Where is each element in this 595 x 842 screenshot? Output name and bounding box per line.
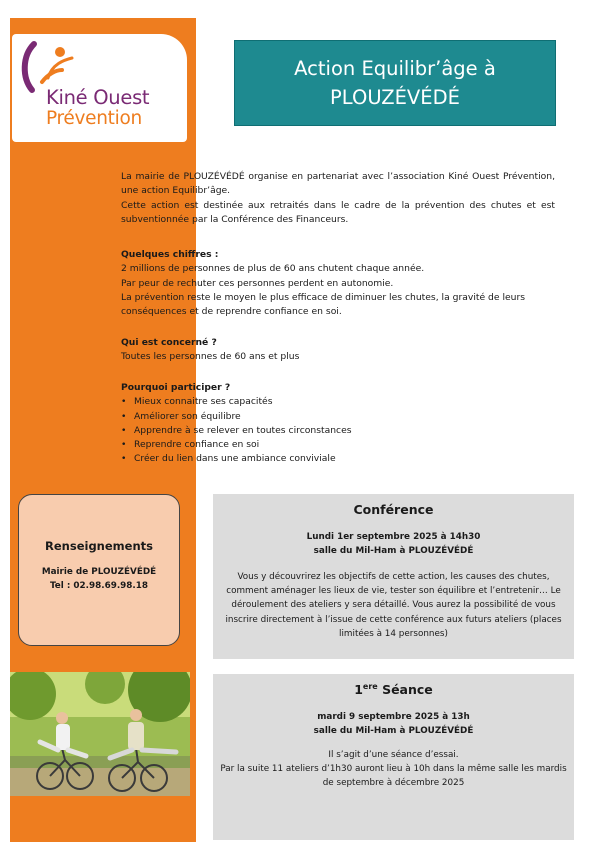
renseignements-mairie: Mairie de PLOUZÉVÉDÉ [41, 567, 157, 577]
concerne-section [121, 336, 555, 365]
conference-box [213, 494, 574, 659]
title-line-2: PLOUZÉVÉDÉ [330, 86, 460, 109]
logo-line-kine-ouest: Kiné Ouest [46, 86, 150, 109]
intro-paragraph-1: La mairie de PLOUZÉVÉDÉ organise en partenariat avec l’association Kiné Ouest Prévention, une action Equilibr’âge. [121, 171, 555, 197]
pourquoi-section [121, 381, 555, 467]
conference-when-where [213, 530, 574, 558]
first-session-line-1: Il s’agit d’une séance d’essai. [328, 750, 459, 760]
conference-place: salle du Mil-Ham à PLOUZÉVÉDÉ [313, 546, 474, 556]
conference-date: Lundi 1er septembre 2025 à 14h30 [306, 532, 481, 542]
first-session-box [213, 674, 574, 840]
session-number-suffix: ere [362, 682, 378, 691]
kine-ouest-prevention-logo [12, 34, 187, 142]
renseignements-box [18, 494, 180, 646]
list-item: • Apprendre à se relever en toutes circonstances [121, 424, 555, 438]
list-item: • Reprendre confiance en soi [121, 438, 555, 452]
conference-heading: Conférence [353, 502, 434, 517]
intro-section [121, 170, 555, 227]
chiffres-line: Par peur de rechuter ces personnes perdent en autonomie. [121, 277, 394, 289]
list-item: • Créer du lien dans une ambiance conviviale [121, 452, 555, 466]
first-session-description [219, 748, 568, 791]
page-title [234, 40, 556, 126]
conference-description: Vous y découvrirez les objectifs de cette action, les causes des chutes, comment aménager les lieux de vie, tester son équilibre et l’entretenir… Le déroulement des ateliers y sera détaillé. Vous aurez la possibilité de vous inscrire directement à l’issue de cette conférence aux futurs ateliers (places limitées à 14 personnes) [225, 572, 562, 639]
first-session-line-2: Par la suite 11 ateliers d’1h30 auront lieu à 10h dans la même salle les mardis de septembre à décembre 2025 [220, 764, 567, 789]
chiffres-line: La prévention reste le moyen le plus efficace de diminuer les chutes, la gravité de leurs conséquences et de reprendre confiance en soi. [121, 291, 526, 318]
seniors-cycling-photo [10, 672, 190, 796]
session-number: 1 [354, 682, 363, 697]
first-session-place: salle du Mil-Ham à PLOUZÉVÉDÉ [313, 726, 474, 736]
first-session-heading [213, 682, 574, 697]
chiffres-heading: Quelques chiffres : [121, 249, 219, 260]
first-session-date: mardi 9 septembre 2025 à 13h [317, 712, 470, 722]
concerne-text: Toutes les personnes de 60 ans et plus [121, 351, 300, 363]
pourquoi-heading: Pourquoi participer ? [121, 382, 231, 393]
title-line-1: Action Equilibr’âge à [294, 57, 496, 80]
logo-line-prevention: Prévention [46, 108, 142, 129]
chiffres-line: 2 millions de personnes de plus de 60 ans chutent chaque année. [121, 263, 425, 275]
intro-paragraph-2: Cette action est destinée aux retraités dans le cadre de la prévention des chutes et est subventionnée par la Conférence des Financeurs. [121, 199, 555, 225]
renseignements-heading: Renseignements [45, 539, 153, 553]
list-item: • Mieux connaitre ses capacités [121, 395, 555, 409]
first-session-when-where [213, 710, 574, 738]
pourquoi-list [121, 395, 555, 466]
concerne-heading: Qui est concerné ? [121, 337, 217, 348]
renseignements-phone: Tel : 02.98.69.98.18 [49, 581, 149, 591]
session-label: Séance [382, 682, 433, 697]
list-item: • Améliorer son équilibre [121, 410, 555, 424]
chiffres-section [121, 248, 555, 319]
